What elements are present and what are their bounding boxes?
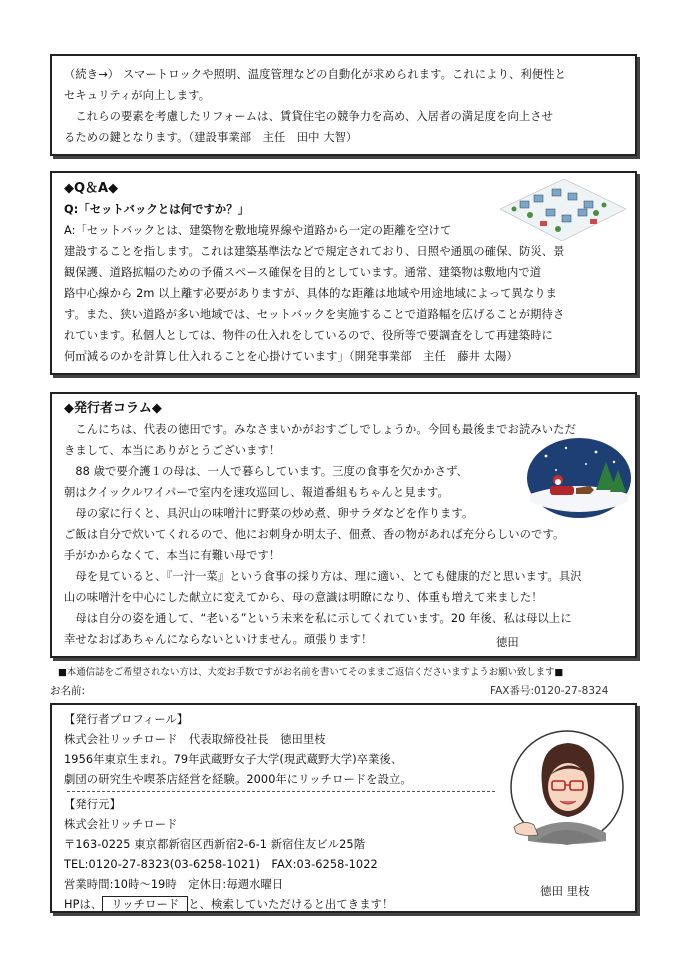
intro-box: [50, 54, 637, 156]
hp-prefix: HPは、: [64, 898, 103, 911]
column-line: 手がかからなくて、本当に有難い母です！: [64, 549, 281, 562]
qa-line: れています。私個人としては、物件の仕入れをしているので、役所等で要調査をして再建築時に: [64, 329, 553, 342]
hp-suffix: と、検索していただけると出てきます！: [188, 898, 394, 911]
profile-box: [50, 703, 637, 913]
publisher-line: TEL:0120-27-8323(03-6258-1021) FAX:03-6258-1022: [64, 858, 378, 871]
profile-divider: [67, 791, 495, 792]
name-label: お名前:: [50, 685, 86, 697]
qa-line: 何㎡減るのかを計算し仕入れることを心掛けています」（開発事業部 主任 藤井 太陽）: [64, 350, 518, 363]
publisher-line: 株式会社リッチロード: [64, 818, 178, 831]
profile-line: 株式会社リッチロード 代表取締役社長 徳田里枝: [64, 733, 326, 746]
portrait-illustration: [508, 715, 626, 875]
profile-line: 1956年東京生まれ。79年武蔵野女子大学(現武蔵野大学)卒業後、: [64, 753, 403, 766]
column-line: 母を見ていると、『一汁一菜』という食事の採り方は、理に適い、とても健康的だと思います。具沢: [64, 570, 582, 583]
qa-box: [50, 171, 637, 375]
qa-line: A:「セットバックとは、建築物を敷地境界線や道路から一定の距離を空けて: [64, 224, 452, 237]
column-line: こんにちは、代表の徳田です。みなさまいかがおすごしでしょうか。今回も最後までお読みいただ: [64, 423, 576, 436]
column-line: 88 歳で要介護１の母は、一人で暮らしています。三度の食事を欠かかさず、: [64, 465, 468, 478]
qa-line: 観保護、道路拡幅のための予備スペース確保を目的としています。通常、建築物は敷地内で道: [64, 266, 542, 279]
column-line: 山の味噌汁を中心にした献立に変えてから、母の意識は明瞭になり、体重も増えて来ました！: [64, 591, 543, 604]
intro-line: るための鍵となります。（建設事業部 主任 田中 大智）: [64, 131, 358, 144]
column-line: 朝はクイックルワイパーで室内を速攻巡回し、報道番組もちゃんと見ます。: [64, 486, 449, 499]
qa-line: す。また、狭い道路が多い地域では、セットバックを実施することで道路幅を広げることが期待さ: [64, 308, 565, 321]
hp-search-term: リッチロード: [102, 896, 188, 913]
intro-line: （続き→） スマートロックや照明、温度管理などの自動化が求められます。これにより、利便性と: [64, 68, 566, 81]
hp-line: [64, 895, 393, 915]
portrait-caption: 徳田 里枝: [540, 884, 590, 898]
town-illustration: [500, 179, 626, 241]
column-line: ご飯は自分で炊いてくれるので、他にお刺身か明太子、佃煮、香の物があれば充分らしいのです。: [64, 528, 565, 541]
column-title: ◆発行者コラム◆: [64, 401, 162, 416]
unsubscribe-notice: ■本通信誌をご希望されない方は、大変お手数ですがお名前を書いてそのままご返信くださいますようお願い致します■: [58, 667, 564, 678]
column-line: 幸せなおばあちゃんにならないといけません。頑張ります！: [64, 633, 373, 646]
fax-number: FAX番号:0120-27-8324: [490, 685, 609, 697]
qa-line: 路中心線から 2m 以上離す必要がありますが、具体的な距離は地域や用途地域によって異なりま: [64, 287, 558, 300]
column-signature: 徳田: [496, 636, 519, 649]
column-line: 母は自分の姿を通して、“老いる”という未来を私に示してくれています。20 年後、私は母以上に: [64, 612, 572, 625]
publisher-heading: 【発行元】: [64, 798, 121, 811]
publisher-line: 営業時間:10時～19時 定休日:毎週水曜日: [64, 878, 284, 891]
column-box: [50, 392, 637, 658]
publisher-line: 〒163-0225 東京都新宿区西新宿2-6-1 新宿住友ビル25階: [64, 838, 366, 851]
profile-line: 劇団の研究生や喫茶店経営を経験。2000年にリッチロードを設立。: [64, 773, 412, 786]
qa-question: Q:「セットバックとは何ですか？」: [64, 203, 250, 216]
intro-line: セキュリティが向上します。: [64, 89, 211, 102]
profile-heading: 【発行者プロフィール】: [64, 713, 189, 726]
christmas-illustration: [526, 438, 632, 522]
qa-line: 建設することを指します。これは建築基準法などで規定されており、日照や通風の確保、防災、景: [64, 245, 565, 258]
column-line: きまして、本当にありがとうございます！: [64, 444, 281, 457]
column-line: 母の家に行くと、具沢山の味噌汁に野菜の炒め煮、卵サラダなどを作ります。: [64, 507, 474, 520]
intro-line: これらの要素を考慮したリフォームは、賃貸住宅の競争力を高め、入居者の満足度を向上させ: [64, 110, 554, 123]
qa-title: ◆Q＆A◆: [64, 181, 119, 196]
